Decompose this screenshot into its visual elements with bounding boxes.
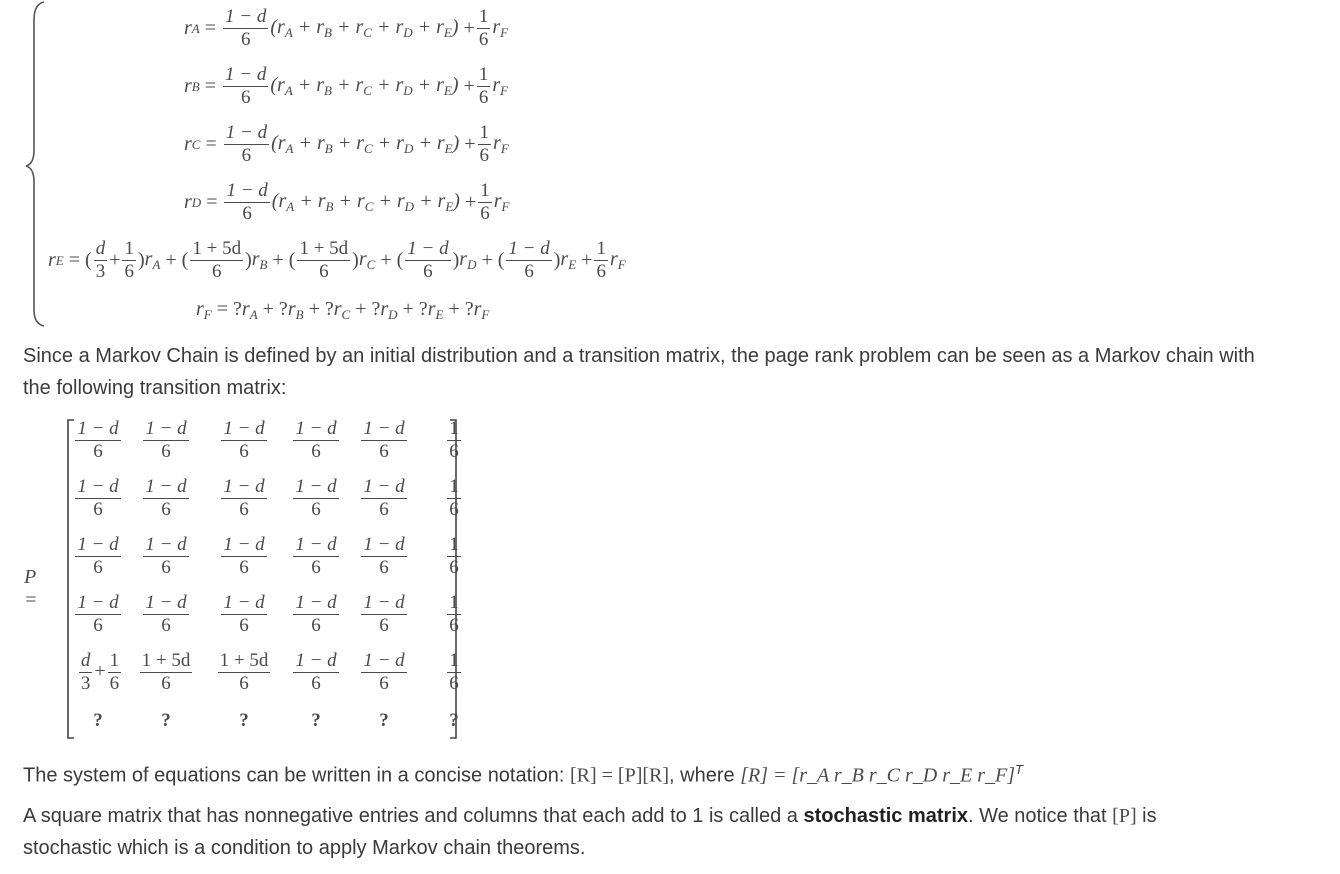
paragraph-text: A square matrix that has nonnegative entries and columns that each add to 1 is called a [23, 805, 804, 827]
matrix-cell: $\frac{1 - d}{6}$ [295, 418, 337, 462]
matrix-cell: $\frac{1 - d}{6}$ [145, 534, 187, 578]
paragraph-line: the following transition matrix: [23, 377, 287, 399]
math-inline: [P] [1112, 805, 1137, 827]
paragraph-text: , where [669, 764, 741, 787]
matrix-cell: $\frac{d}{3}$ + $\frac{1}{6}$ [80, 650, 120, 694]
matrix-cell-unknown: ? [311, 710, 321, 731]
matrix-cell: $\frac{1 - d}{6}$ [145, 476, 187, 520]
matrix-cell: $\frac{1 - d}{6}$ [363, 534, 405, 578]
left-brace [24, 0, 48, 330]
matrix-cell-unknown: ? [93, 710, 103, 731]
matrix-cell-unknown: ? [379, 710, 389, 731]
matrix-cell: $\frac{1}{6}$ [449, 476, 459, 520]
equation-rc: r C = $\frac{1 - d}{6}$ $(r_A + r_B + r_C + r_D + r_E)$ + $\frac{1}{6}$ $r_F$ [184, 122, 509, 166]
matrix-cell-unknown: ? [239, 710, 249, 731]
equation-system [0, 0, 1340, 330]
matrix-cell: $\frac{1 - d}{6}$ [145, 418, 187, 462]
matrix-cell: $\frac{1}{6}$ [449, 650, 459, 694]
paragraph-text: The system of equations can be written in a concise notation: [23, 764, 570, 787]
matrix-cell: $\frac{1}{6}$ [449, 534, 459, 578]
matrix-cell: $\frac{1 - d}{6}$ [363, 650, 405, 694]
paragraph-markov-intro [23, 340, 1333, 404]
matrix-cell-unknown: ? [449, 710, 459, 731]
matrix-cell: $\frac{1 - d}{6}$ [363, 592, 405, 636]
paragraph-stochastic [23, 800, 1333, 864]
matrix-cell: $\frac{1 - d}{6}$ [77, 418, 119, 462]
matrix-cell: $\frac{1 - d}{6}$ [223, 418, 265, 462]
math-inline: [R] = [P][R] [569, 764, 670, 787]
matrix-cell: $\frac{1 - d}{6}$ [77, 534, 119, 578]
equation-rb: r B = $\frac{1 - d}{6}$ $(r_A + r_B + r_C + r_D + r_E)$ + $\frac{1}{6}$ $r_F$ [184, 64, 509, 108]
matrix-cell: $\frac{1}{6}$ [449, 418, 459, 462]
paragraph-concise-notation [23, 754, 1333, 792]
math-inline: [R] = [r_A r_B r_C r_D r_E r_F] [740, 764, 1016, 787]
paragraph-line: stochastic which is a condition to apply Markov chain theorems. [23, 837, 586, 859]
paragraph-text: is [1136, 805, 1157, 827]
equation-ra: r A = $\frac{1 - d}{6}$ $(r_A + r_B + r_C + r_D + r_E)$ + $\frac{1}{6}$ $r_F$ [184, 6, 509, 50]
matrix-cell: $\frac{1 - d}{6}$ [223, 592, 265, 636]
matrix-cell: $\frac{1 + 5d}{6}$ [141, 650, 191, 694]
matrix-label: P = [24, 566, 38, 611]
matrix-cell: $\frac{1 - d}{6}$ [363, 476, 405, 520]
equation-rd: r D = $\frac{1 - d}{6}$ $(r_A + r_B + r_C + r_D + r_E)$ + $\frac{1}{6}$ $r_F$ [184, 180, 510, 224]
matrix-cell: $\frac{1 - d}{6}$ [295, 534, 337, 578]
matrix-cell-unknown: ? [161, 710, 171, 731]
paragraph-line: Since a Markov Chain is defined by an initial distribution and a transition matrix, the page rank problem can be seen as a Markov chain with [23, 345, 1255, 367]
matrix-cell: $\frac{1 - d}{6}$ [77, 476, 119, 520]
matrix-cell: $\frac{1 - d}{6}$ [223, 534, 265, 578]
matrix-cell: $\frac{1 - d}{6}$ [295, 592, 337, 636]
matrix-cell: $\frac{1 - d}{6}$ [295, 476, 337, 520]
paragraph-text: . We notice that [968, 805, 1113, 827]
bold-term: stochastic matrix [803, 805, 968, 827]
matrix-cell: $\frac{1}{6}$ [449, 592, 459, 636]
equation-re: r E = ( $\frac{d}{3}$ + $\frac{1}{6}$ ) $r_A$ + ( $\frac{1 + 5d}{6}$ ) $r_B$ + ( $\frac{1 + 5d}{6}$ ) $r_C$ + ( $\frac{1 - d}{6}$ ) $r_D$ + ( $\frac{1 - d}{6}$ ) $r_E$ + $\frac{1}{6}$ $r_F$ [48, 238, 626, 282]
matrix-cell: $\frac{1 - d}{6}$ [77, 592, 119, 636]
matrix-cell: $\frac{1 - d}{6}$ [295, 650, 337, 694]
matrix-cell: $\frac{1 - d}{6}$ [363, 418, 405, 462]
matrix-cell: $\frac{1 - d}{6}$ [223, 476, 265, 520]
matrix-cell: $\frac{1 - d}{6}$ [145, 592, 187, 636]
equation-rf: $r_F$ = $?r_A$ + $?r_B$ + $?r_C$ + $?r_D$ + $?r_E$ + $?r_F$ [196, 298, 490, 322]
math-superscript: T [1015, 762, 1023, 777]
matrix-cell: $\frac{1 + 5d}{6}$ [219, 650, 269, 694]
